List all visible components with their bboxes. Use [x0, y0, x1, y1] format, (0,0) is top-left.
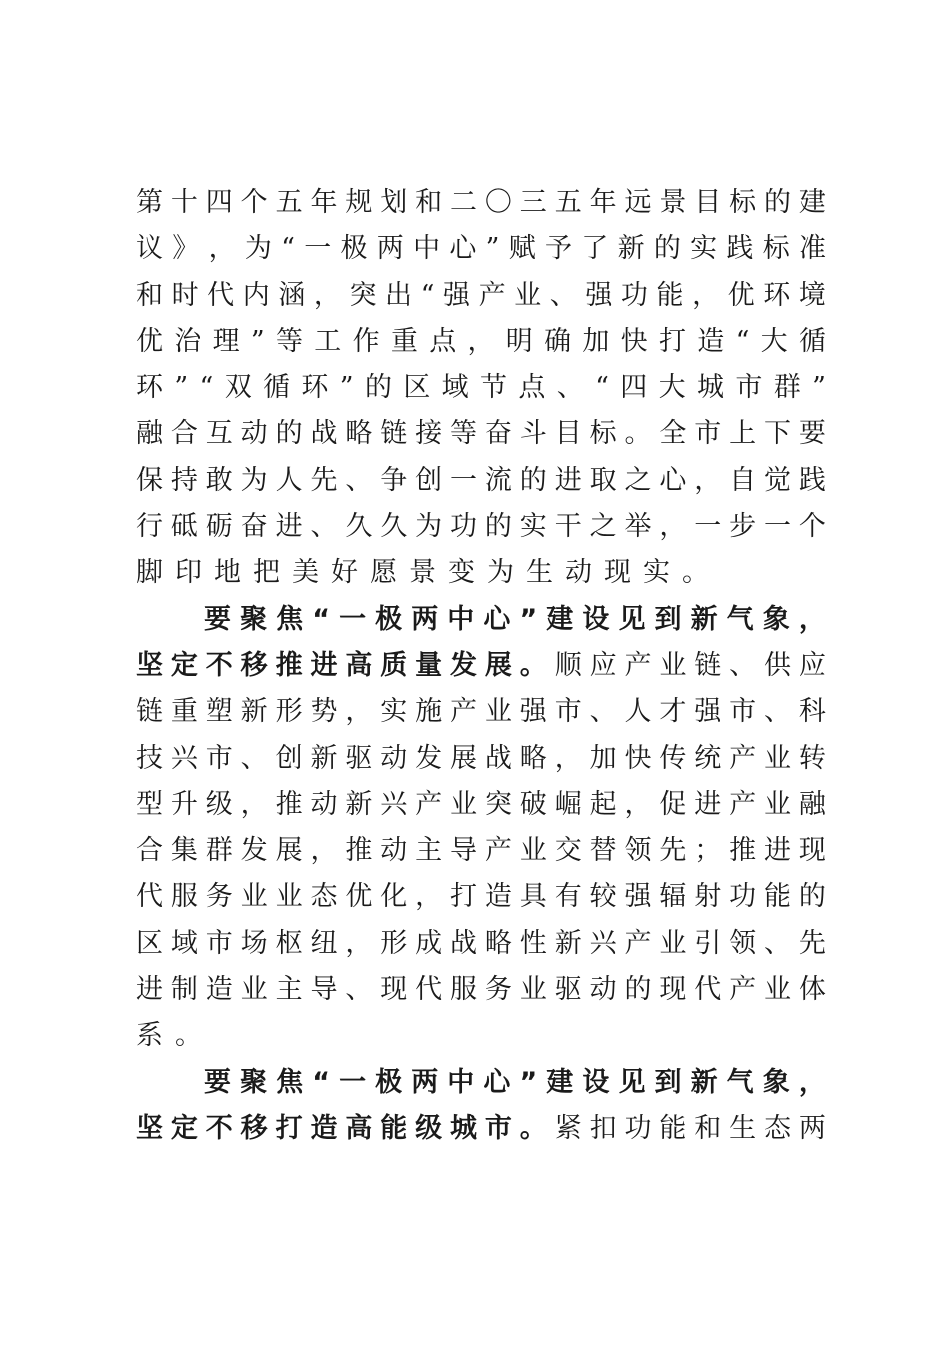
text-line: 第 十 四 个 五 年 规 划 和 二 〇 三 五 年 远 景 目 标 的 建 — [136, 187, 826, 218]
text-line: 区 域 市 场 枢 纽 ， 形 成 战 略 性 新 兴 产 业 引 领 、 先 — [136, 927, 826, 959]
text-line: 合 集 群 发 展 ， 推 动 主 导 产 业 交 替 领 先 ； 推 进 现 — [136, 835, 826, 867]
text-line: 融 合 互 动 的 战 略 链 接 等 奋 斗 目 标 。 全 市 上 下 要 — [136, 418, 826, 450]
text-line: 技 兴 市 、 创 新 驱 动 发 展 战 略 ， 加 快 传 统 产 业 转 — [136, 742, 826, 774]
text-line: 和 时 代 内 涵 ， 突 出 “ 强 产 业 、 强 功 能 ， 优 环 境 — [136, 279, 826, 311]
text-line: 优 治 理 ” 等 工 作 重 点 ， 明 确 加 快 打 造 “ 大 循 — [136, 325, 826, 357]
text-line: 议 》 ， 为 “ 一 极 两 中 心 ” 赋 予 了 新 的 实 践 标 准 — [136, 233, 826, 265]
text-line: 要 聚 焦 “ 一 极 两 中 心 ” 建 设 见 到 新 气 象 ， — [204, 1066, 826, 1098]
body-text — [136, 180, 826, 1152]
text-line: 型 升 级 ， 推 动 新 兴 产 业 突 破 崛 起 ， 促 进 产 业 融 — [136, 788, 826, 820]
text-line: 代 服 务 业 业 态 优 化 ， 打 造 具 有 较 强 辐 射 功 能 的 — [136, 881, 826, 913]
text-line: 进 制 造 业 主 导 、 现 代 服 务 业 驱 动 的 现 代 产 业 体 — [136, 974, 826, 1006]
text-line: 系 。 — [136, 1020, 214, 1052]
text-line: 链 重 塑 新 形 势 ， 实 施 产 业 强 市 、 人 才 强 市 、 科 — [136, 696, 826, 728]
text-line: 要 聚 焦 “ 一 极 两 中 心 ” 建 设 见 到 新 气 象 ， — [204, 603, 826, 635]
text-line: 环 ” “ 双 循 环 ” 的 区 域 节 点 、 “ 四 大 城 市 群 ” — [136, 372, 826, 404]
text-line: 坚 定 不 移 打 造 高 能 级 城 市 。 紧 扣 功 能 和 生 态 两 — [136, 1112, 826, 1144]
text-line: 坚 定 不 移 推 进 高 质 量 发 展 。 顺 应 产 业 链 、 供 应 — [136, 649, 826, 681]
text-line: 脚 印 地 把 美 好 愿 景 变 为 生 动 现 实 。 — [136, 557, 721, 589]
text-line: 行 砥 砺 奋 进 、 久 久 为 功 的 实 干 之 举 ， 一 步 一 个 — [136, 511, 826, 543]
text-line: 保 持 敢 为 人 先 、 争 创 一 流 的 进 取 之 心 ， 自 觉 践 — [136, 464, 826, 496]
